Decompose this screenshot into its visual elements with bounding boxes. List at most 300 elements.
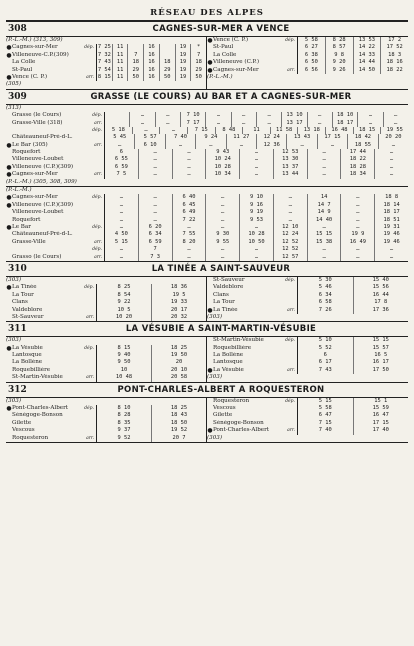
time-cell: …: [205, 209, 239, 216]
time-cell: …: [307, 120, 332, 127]
time-cell: 5 30: [297, 277, 353, 284]
section-title: GRASSE (LE COURS) AU BAR ET A CAGNES-SUR-MER: [90, 91, 352, 102]
station-name: Le Bar: [12, 223, 31, 230]
time-cell: 11 27: [226, 134, 256, 141]
section-title: PONT-CHARLES-ALBERT A ROQUESTERON: [117, 384, 325, 395]
time-cell: 19 46: [374, 239, 408, 246]
section-header: [6, 322, 408, 337]
time-cell: 14: [307, 194, 341, 201]
time-cell: …: [374, 156, 408, 163]
station-name: Villeneuve (C.P.): [213, 59, 260, 66]
time-cell: 14 9: [307, 209, 341, 216]
time-cell: 7 43: [297, 367, 353, 374]
dep-arr-mark: arr.: [86, 74, 94, 80]
time-cell: 6 50: [297, 59, 325, 66]
section-header: [6, 262, 408, 277]
station-name: Villeneuve (C.P.)(309): [12, 163, 74, 170]
time-cell: …: [307, 149, 341, 156]
block-footnote: (305): [6, 81, 22, 88]
station-name: La Tinée: [213, 306, 238, 313]
time-cell: 6 20: [138, 224, 172, 231]
time-cell: …: [340, 254, 374, 261]
times-cells: [297, 337, 408, 344]
time-cell: 18 10: [332, 112, 357, 119]
time-cell: 10 50: [239, 239, 273, 246]
time-cell: 6 34: [297, 292, 353, 299]
timetable-block: [207, 277, 408, 321]
return-column: [207, 398, 408, 442]
table-row: [207, 299, 408, 306]
time-cell: 19: [175, 67, 191, 74]
station-name: Clans: [12, 299, 28, 306]
time-cell: 10 20: [96, 314, 151, 321]
table-row: [6, 217, 408, 224]
table-row: [6, 239, 408, 246]
time-cell: 10 24: [205, 156, 239, 163]
time-cell: 7 32: [97, 51, 111, 58]
time-cell: 13 53: [353, 37, 381, 44]
time-cell: …: [205, 254, 239, 261]
table-row: [6, 44, 206, 51]
time-cell: …: [138, 171, 172, 178]
times-cells: [104, 246, 408, 253]
time-cell: 13 44: [273, 171, 307, 178]
time-cell: 16 48: [325, 127, 353, 134]
time-cell: 5 15: [104, 239, 138, 246]
time-cell: 5 45: [104, 134, 134, 141]
time-cell: 17 36: [353, 307, 409, 314]
timetable-section: [6, 90, 408, 262]
time-cell: …: [138, 209, 172, 216]
time-cell: 8 10: [96, 405, 151, 412]
junction-icon: ●: [6, 171, 12, 179]
two-column-body: [6, 37, 408, 89]
time-cell: 18 3: [380, 52, 408, 59]
station-name: Valdeblore: [12, 306, 43, 313]
station-name: Sénégoge-Bonson: [213, 419, 264, 426]
time-cell: 20 58: [151, 374, 206, 381]
time-cell: 13 37: [273, 164, 307, 171]
time-cell: …: [104, 246, 138, 253]
table-row: [6, 374, 206, 381]
times-cells: [104, 164, 408, 171]
times-cells: [104, 194, 408, 201]
station-name: St-Martin-Vésubie: [12, 374, 63, 381]
time-cell: 9 53: [239, 217, 273, 224]
dep-arr-mark: arr.: [287, 367, 295, 373]
time-cell: …: [239, 149, 273, 156]
table-row: [6, 120, 408, 127]
table-row: [6, 345, 206, 352]
time-cell: 6 56: [297, 67, 325, 74]
times-cells: [297, 59, 408, 66]
time-cell: …: [165, 142, 195, 149]
time-cell: 16: [143, 59, 159, 66]
time-cell: …: [273, 202, 307, 209]
time-cell: 7 43: [97, 59, 111, 66]
junction-icon: ●: [207, 427, 213, 435]
station-name: Cagnes-sur-Mer: [213, 66, 259, 73]
time-cell: …: [132, 127, 160, 134]
time-cell: 6 55: [104, 156, 138, 163]
junction-icon: ●: [6, 405, 12, 413]
time-cell: 16: [143, 67, 159, 74]
two-column-body: [6, 337, 408, 381]
times-cells: [104, 149, 408, 156]
time-cell: 17 52: [380, 44, 408, 51]
time-cell: 8 25: [96, 284, 151, 291]
time-cell: …: [383, 112, 408, 119]
time-cell: 11: [242, 127, 270, 134]
dep-arr-mark: dép.: [285, 277, 295, 283]
times-cells: [104, 209, 408, 216]
table-row: [6, 171, 408, 178]
station-name: Vescous: [213, 405, 236, 412]
timetable-block: [6, 105, 408, 186]
time-cell: …: [172, 246, 206, 253]
times-cells: [104, 254, 408, 261]
times-cells: [96, 44, 206, 51]
time-cell: …: [340, 224, 374, 231]
time-cell: 9 37: [96, 427, 151, 434]
time-cell: 16 49: [340, 239, 374, 246]
time-cell: 16 44: [353, 292, 409, 299]
times-cells: [96, 412, 206, 419]
time-cell: …: [374, 149, 408, 156]
time-cell: 17 50: [353, 367, 409, 374]
table-row: [207, 292, 408, 299]
time-cell: 6 58: [297, 299, 353, 306]
time-cell: 20 10: [151, 367, 206, 374]
time-cell: 12 36: [256, 142, 286, 149]
time-cell: 9 19: [239, 209, 273, 216]
time-cell: *: [190, 44, 206, 51]
times-cells: [96, 367, 206, 374]
table-row: [6, 284, 206, 291]
station-name: Pont-Charles-Albert: [12, 405, 69, 412]
times-cells: [297, 37, 408, 44]
time-cell: 13 18: [297, 127, 325, 134]
time-cell: 12 57: [273, 254, 307, 261]
time-cell: 8 15: [97, 73, 111, 80]
dep-arr-mark: dép.: [92, 113, 102, 119]
table-row: [6, 149, 408, 156]
time-cell: 11: [112, 59, 128, 66]
time-cell: 7 5: [104, 171, 138, 178]
time-cell: …: [205, 194, 239, 201]
station-name: Roquebillière: [12, 366, 51, 373]
block-note: (303): [6, 337, 22, 344]
time-cell: 18 36: [151, 284, 206, 291]
timetable-block: [207, 337, 408, 381]
time-cell: …: [138, 202, 172, 209]
times-cells: [104, 112, 408, 119]
time-cell: 6 47: [297, 412, 353, 419]
time-cell: 18 14: [374, 202, 408, 209]
table-row: [6, 209, 408, 216]
dep-arr-mark: arr.: [287, 428, 295, 434]
station-name: Clans: [213, 291, 229, 298]
station-name: Gilette: [12, 419, 32, 426]
time-cell: 15 57: [353, 345, 409, 352]
time-cell: 9 52: [96, 435, 151, 442]
section-title: LA TINÉE A SAINT-SAUVEUR: [151, 263, 291, 274]
time-cell: …: [104, 224, 138, 231]
time-cell: 16: [143, 52, 159, 59]
time-cell: 12 52: [273, 239, 307, 246]
times-cells: [96, 420, 206, 427]
time-cell: 20: [151, 359, 206, 366]
times-cells: [297, 277, 408, 284]
table-row: [6, 164, 408, 171]
junction-icon: ●: [207, 66, 213, 74]
time-cell: 5 15: [297, 398, 353, 405]
times-cells: [96, 345, 206, 352]
times-cells: [297, 299, 408, 306]
station-name: Grasse-Ville (318): [12, 119, 63, 126]
times-cells: [297, 412, 408, 419]
time-cell: 5 52: [297, 345, 353, 352]
outbound-column: [6, 277, 207, 321]
time-cell: 18 8: [374, 194, 408, 201]
time-cell: 15 59: [353, 405, 409, 412]
station-name: Gilette: [213, 412, 233, 419]
time-cell: 7 54: [97, 66, 111, 73]
time-cell: …: [307, 156, 341, 163]
table-row: [207, 67, 408, 74]
time-cell: 16: [143, 44, 159, 51]
time-cell: 6 45: [172, 202, 206, 209]
times-cells: [297, 405, 408, 412]
time-cell: 17 15: [317, 134, 347, 141]
time-cell: …: [317, 142, 347, 149]
table-row: [207, 427, 408, 434]
time-cell: …: [155, 112, 180, 119]
table-row: [6, 194, 408, 201]
table-row: [6, 367, 206, 374]
time-cell: 8 48: [215, 127, 243, 134]
time-cell: 9 30: [205, 231, 239, 238]
station-name: Vescous: [12, 427, 35, 434]
time-cell: 16: [143, 74, 159, 81]
dep-arr-mark: dép.: [84, 285, 94, 291]
station-name: St-Martin-Vésubie: [213, 337, 264, 344]
time-cell: 7: [190, 52, 206, 59]
time-cell: …: [104, 217, 138, 224]
timetable-section: [6, 22, 408, 90]
time-cell: 18 28: [340, 164, 374, 171]
time-cell: 16 47: [353, 412, 409, 419]
table-row: [207, 37, 408, 44]
station-name: La Bollène: [12, 359, 43, 366]
times-cells: [104, 224, 408, 231]
station-name: Valdeblore: [213, 284, 244, 291]
time-cell: 7 3: [138, 254, 172, 261]
times-cells: [96, 284, 206, 291]
time-cell: 19: [175, 52, 191, 59]
section-header: [6, 383, 408, 398]
time-cell: …: [172, 149, 206, 156]
time-cell: 18 25: [151, 405, 206, 412]
times-cells: [297, 345, 408, 352]
time-cell: 9 40: [96, 352, 151, 359]
time-cell: 29: [159, 67, 175, 74]
time-cell: 5 46: [297, 284, 353, 291]
time-cell: 9 20: [325, 59, 353, 66]
time-cell: …: [195, 142, 225, 149]
table-row: [207, 307, 408, 314]
time-cell: 19: [175, 59, 191, 66]
time-cell: 16 5: [353, 352, 409, 359]
time-cell: 12 24: [256, 134, 286, 141]
junction-icon: ●: [6, 141, 12, 149]
time-cell: 19 52: [151, 427, 206, 434]
time-cell: …: [205, 246, 239, 253]
table-row: [6, 435, 206, 442]
station-name: La Tour: [12, 291, 34, 298]
time-cell: 18: [159, 59, 175, 66]
table-row: [6, 74, 206, 81]
time-cell: …: [104, 194, 138, 201]
times-cells: [96, 292, 206, 299]
station-name: La Tour: [213, 299, 235, 306]
dep-arr-mark: dép.: [285, 398, 295, 404]
times-cells: [104, 217, 408, 224]
times-cells: [297, 398, 408, 405]
dep-arr-mark: dép.: [285, 338, 295, 344]
time-cell: 50: [127, 74, 143, 81]
table-row: [207, 352, 408, 359]
time-cell: 6 49: [172, 209, 206, 216]
time-cell: …: [205, 224, 239, 231]
time-cell: 14 22: [353, 44, 381, 51]
station-name: Roquesteron: [213, 397, 250, 404]
time-cell: 8 28: [325, 37, 353, 44]
times-cells: [96, 359, 206, 366]
time-cell: 15 1: [353, 398, 409, 405]
station-name: Roquefort: [12, 216, 41, 223]
time-cell: 18 55: [347, 142, 377, 149]
time-cell: 17 2: [380, 37, 408, 44]
table-row: [6, 359, 206, 366]
time-cell: 19 5: [151, 292, 206, 299]
section-number: 312: [8, 384, 27, 395]
dep-arr-mark: dép.: [92, 195, 102, 201]
time-cell: …: [273, 209, 307, 216]
time-cell: 11: [112, 44, 128, 51]
time-cell: 14 7: [307, 202, 341, 209]
time-cell: 18: [190, 59, 206, 66]
times-cells: [96, 52, 206, 59]
outbound-column: [6, 337, 207, 381]
dep-arr-mark: arr.: [86, 314, 94, 320]
station-name: Cagnes-sur-Mer: [12, 194, 58, 201]
time-cell: …: [159, 127, 187, 134]
dep-arr-mark: dép.: [84, 45, 94, 51]
time-cell: 9 22: [96, 299, 151, 306]
table-row: [6, 420, 206, 427]
table-row: [6, 254, 408, 261]
time-cell: 17 44: [340, 149, 374, 156]
time-cell: 7 15: [297, 420, 353, 427]
section-header: [6, 22, 408, 37]
table-row: [6, 59, 206, 66]
time-cell: …: [239, 156, 273, 163]
station-name: Cagnes-sur-Mer: [12, 171, 58, 178]
times-cells: [297, 292, 408, 299]
time-cell: 5 58: [297, 405, 353, 412]
times-cells: [96, 314, 206, 321]
timetable-block: [6, 277, 206, 321]
time-cell: …: [340, 246, 374, 253]
time-cell: 13 43: [286, 134, 316, 141]
time-cell: …: [239, 224, 273, 231]
table-row: [6, 127, 408, 134]
station-name: Grasso (le Cours): [12, 253, 62, 260]
time-cell: …: [138, 164, 172, 171]
time-cell: …: [307, 254, 341, 261]
time-cell: 6: [104, 149, 138, 156]
time-cell: 16 17: [353, 359, 409, 366]
times-cells: [297, 352, 408, 359]
times-cells: [104, 231, 408, 238]
time-cell: …: [340, 209, 374, 216]
time-cell: 19 46: [374, 231, 408, 238]
time-cell: 15 15: [353, 337, 409, 344]
junction-icon: ●: [6, 51, 12, 59]
time-cell: 17 8: [353, 299, 409, 306]
two-column-body: [6, 398, 408, 442]
time-cell: 11: [112, 67, 128, 74]
table-row: [207, 44, 408, 51]
times-cells: [96, 427, 206, 434]
station-name: Lantosque: [12, 352, 42, 359]
time-cell: …: [231, 112, 256, 119]
time-cell: 12 52: [273, 246, 307, 253]
time-cell: 5 57: [134, 134, 164, 141]
dep-arr-mark: arr.: [94, 254, 102, 260]
time-cell: …: [286, 142, 316, 149]
block-footnote: (303): [207, 434, 223, 441]
junction-icon: ●: [6, 44, 12, 52]
time-cell: 20 20: [378, 134, 408, 141]
sections-container: [6, 22, 408, 443]
time-cell: …: [172, 156, 206, 163]
station-name: La Colle: [213, 51, 237, 58]
table-row: [6, 112, 408, 119]
time-cell: …: [205, 112, 230, 119]
time-cell: 10 28: [239, 231, 273, 238]
table-row: [207, 59, 408, 66]
timetable-block: [6, 186, 408, 261]
times-cells: [104, 156, 408, 163]
junction-icon: ●: [6, 163, 12, 171]
time-cell: …: [138, 149, 172, 156]
block-note: (P.-L.-M.) (313, 309): [6, 37, 63, 43]
time-cell: …: [129, 120, 154, 127]
timetable-section: [6, 322, 408, 382]
times-cells: [297, 420, 408, 427]
times-cells: [297, 284, 408, 291]
time-cell: 9 43: [205, 149, 239, 156]
time-cell: 50: [190, 74, 206, 81]
dep-arr-mark: dép.: [92, 127, 102, 133]
time-cell: [127, 44, 143, 51]
time-cell: …: [378, 142, 408, 149]
time-cell: 19 55: [380, 127, 408, 134]
time-cell: …: [138, 217, 172, 224]
times-cells: [96, 59, 206, 66]
